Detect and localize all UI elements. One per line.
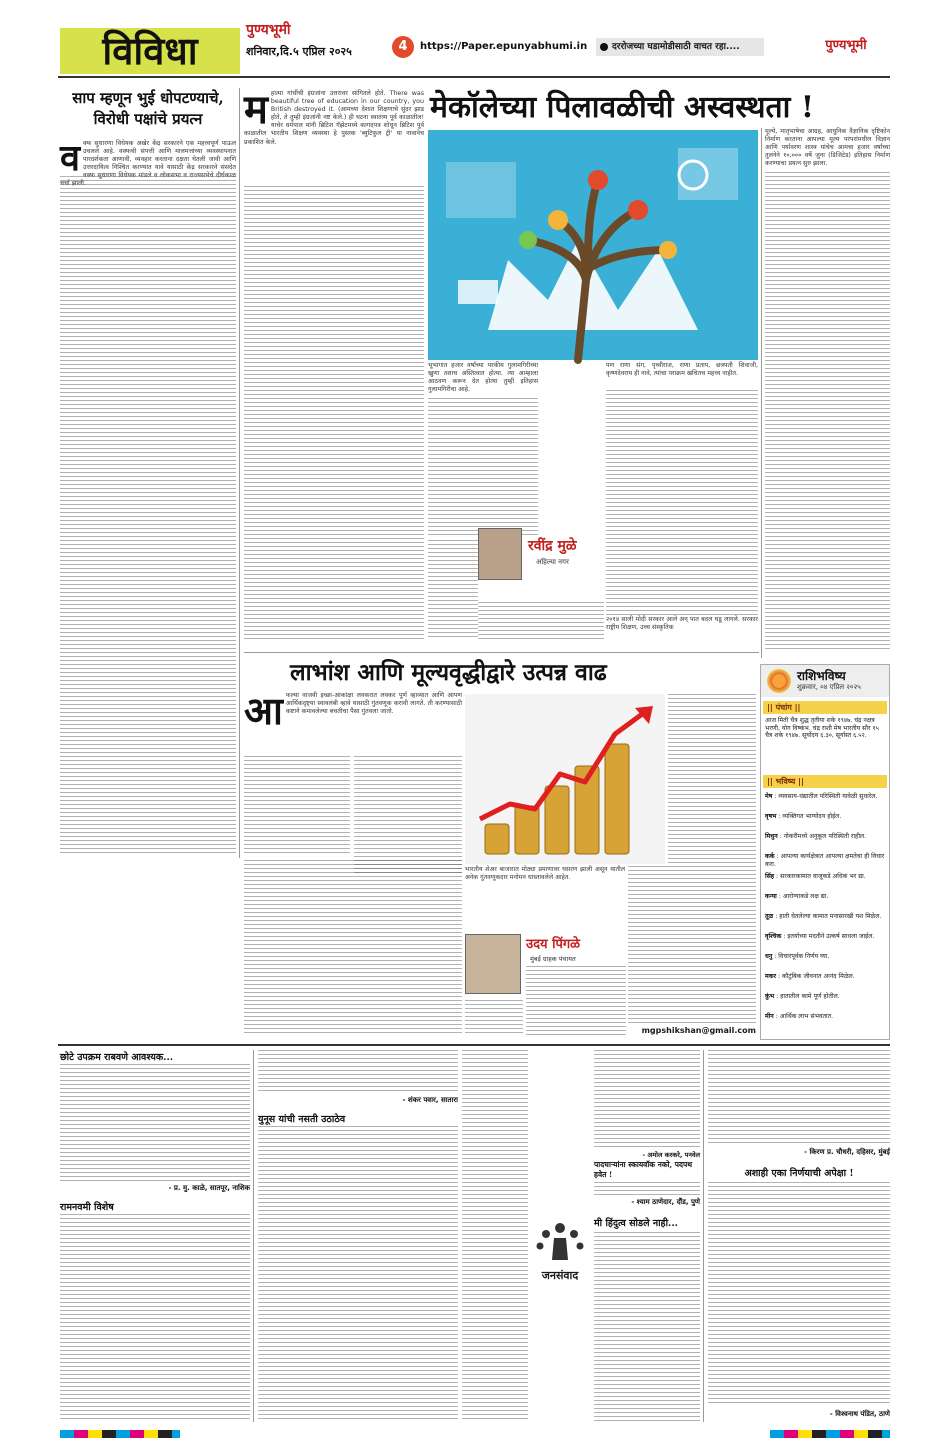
main-story-col2-start: भूभागात हजार वर्षांच्या परकीय गुलामगिरीच्या खुणा तशाच अस्तित्वात होत्या. त्या आम्हाला आठवण करून देत होत्या तुम्ही इतिहास गुलामगिरीचा आहे. bbox=[428, 362, 538, 394]
letter-5-title: अशाही एका निर्णयाची अपेक्षा ! bbox=[744, 1168, 854, 1179]
sun-icon bbox=[767, 669, 791, 693]
letter-5b-sign: - विश्वनाथ पंडित, ठाणे bbox=[829, 1410, 890, 1418]
janasanvad-logo bbox=[532, 1218, 588, 1292]
sign-row: मेष : व्यवसाय-धंद्यातील परिस्थिती यावेळी सुधारेल. bbox=[765, 793, 878, 800]
letter-2a-sign: - शंकर पवार, सातारा bbox=[402, 1096, 458, 1104]
second-story-col1 bbox=[244, 860, 462, 1034]
letter-3-title: मी हिंदुत्व सोडले नाही... bbox=[594, 1218, 678, 1229]
second-story-col3-top bbox=[668, 694, 756, 864]
education-tree-illustration bbox=[428, 130, 758, 360]
horoscope-title: राशिभविष्य bbox=[797, 669, 846, 683]
letter-5a-sign: - किरण प्र. चौधरी, दहिसर, मुंबई bbox=[804, 1148, 890, 1156]
letter-1b-title: रामनवमी विशेष bbox=[60, 1202, 114, 1213]
main-story-col3-start: पण राणा संग, पृथ्वीराज, राणा प्रताप, छत्रपती शिवाजी, कृष्णदेवराय ही नावे, त्यांचा पराक्रम खचितच महत्त्व नाहीत. bbox=[606, 362, 758, 378]
letter-1-title: छोटे उपक्रम राबवणे आवश्यक... bbox=[60, 1052, 174, 1063]
main-story-byline bbox=[478, 528, 604, 600]
second-story-col3 bbox=[628, 866, 756, 1026]
author-photo bbox=[478, 528, 522, 580]
bhavishya-label: || भविष्य || bbox=[763, 775, 887, 788]
author-place: अहिल्या नगर bbox=[536, 558, 569, 566]
main-story-col4-start: मूल्ये, मातृभाषेचा आग्रह, आधुनिक वैज्ञानिक दृष्टिकोन निर्माण करताना आपल्या मूल्य परंपरांमधील विज्ञान आणि पर्यावरण शास्त्र यांचेच आमचा हजार वर्षांच्या तुलनेने १०,००० वर्षे जुना (डिजिटेड) इतिहास निर्माण करण्याचा प्रयत्न सुरु झाला. bbox=[765, 128, 890, 168]
sign-row: कर्क : आपल्या कार्यक्षेत्रात आपल्या क्षमतेचा ही विचार करा. bbox=[765, 853, 885, 868]
site-url[interactable]: https://Paper.epunyabhumi.in bbox=[420, 41, 588, 52]
second-story-col2-text: भारतीय शेअर बाजारात मोठ्या प्रमाणावर घसरण झाली असून यातील अनेक गुंतवणूकदार मनोमन धास्तावलेले आहेत. bbox=[465, 866, 625, 882]
main-story-col1 bbox=[244, 186, 424, 642]
header-rule bbox=[58, 76, 890, 78]
second-story-lead-block bbox=[244, 688, 462, 754]
ticker-bar: दररोजच्या घडामोडीसाठी वाचत रहा.... bbox=[596, 38, 764, 56]
main-story-col4 bbox=[765, 128, 890, 656]
main-story-lead: हात्मा गांधींची इंग्रजांना उत्तरावर सांगितले होते. There was beautiful tree of education in our country, you British destroyed it. (आमच्या देशात शिक्षणाचे सुंदर झाड होते, ते तुम्ही इंग्रजांनी नष्ट केले.) ही घटना स्वातंत्र्य पूर्व काळातील! याचेर धर्मपाल यांनी ब्रिटिश गॅझेटमध्ये कागदपत्र शोधून ब्रिटिश पूर्व काळातील भारतीय शिक्षण व्यवस्था हे पुस्तक 'ब्युटिफुल ट्री' या नावानेच प्रकाशित केले. bbox=[244, 90, 424, 146]
masthead: पुण्यभूमी bbox=[246, 22, 291, 38]
sign-row: मिथुन : नोकरीमध्ये अनुकूल परिस्थिती राहील. bbox=[765, 833, 867, 840]
second-author-name: उदय पिंगळे bbox=[526, 937, 581, 952]
registration-bar-left bbox=[60, 1430, 180, 1438]
sign-list bbox=[765, 793, 885, 1033]
janasanvad-label: जनसंवाद bbox=[541, 1269, 579, 1282]
letter-2-title: युनूस यांची नसती उठाठेव bbox=[258, 1114, 346, 1125]
author-email[interactable]: mgpshikshan@gmail.com bbox=[641, 1026, 756, 1035]
second-story-lead: फल्या वाजवी इच्छा-आकांक्षा लवकरात लवकर पूर्ण व्हाव्यात आणि आपण आर्थिकदृष्ट्या स्वावलंबी व्हावे यासाठी गुंतवणूक करावी लागते. ती करण्यासाठी कष्टाने कमावलेल्या बचतीचा पैसा गुंतवला जातो. bbox=[285, 692, 462, 716]
sign-row: कन्या : आरोग्याकडे लक्ष द्या. bbox=[765, 893, 829, 900]
main-story-dropcap: म bbox=[244, 86, 268, 133]
panchang-label: || पंचांग || bbox=[763, 701, 887, 714]
second-story-headline: लाभांश आणि मूल्यवृद्धीद्वारे उत्पन्न वाढ bbox=[290, 659, 607, 686]
play-icon bbox=[600, 43, 608, 51]
sign-row: तूळ : हाती घेतलेल्या कामात मनासारखी यश मिळेल. bbox=[765, 913, 882, 920]
section-title: विविधा bbox=[60, 28, 240, 74]
horoscope-box bbox=[760, 664, 890, 1040]
second-story-col2-top bbox=[465, 866, 625, 930]
author-name: रवींद्र मुळे bbox=[528, 538, 577, 554]
left-story-headline: साप म्हणून भुई धोपटण्याचे, विरोधी पक्षांचे प्रयत्न bbox=[72, 89, 224, 128]
letter-4-sign: - अमोल करकरे, पनवेल bbox=[594, 1150, 700, 1159]
left-story-body bbox=[60, 176, 236, 856]
left-story-dropcap: व bbox=[60, 137, 81, 179]
letter-4-title: पादचाऱ्यांना स्कायवॉक नको, पदपथ हवेत ! bbox=[594, 1160, 700, 1180]
main-story-headline: मेकॉलेच्या पिलावळीची अस्वस्थता ! bbox=[430, 90, 815, 125]
horoscope-header bbox=[761, 665, 889, 697]
registration-bar-right bbox=[770, 1430, 890, 1438]
dateline: शनिवार,दि.५ एप्रिल २०२५ bbox=[246, 45, 352, 58]
main-story-lead-block bbox=[244, 86, 424, 182]
letter-1-sign: - प्र. मु. काळे, सातपूर, नाशिक bbox=[168, 1184, 250, 1192]
author-photo-second bbox=[465, 934, 521, 994]
sign-row: मकर : कौटुंबिक जीवनात आनंद मिळेल. bbox=[765, 973, 855, 980]
sign-row: मीन : आर्थिक लाभ संभवतात. bbox=[765, 1013, 834, 1020]
second-story-dropcap: आ bbox=[244, 688, 283, 733]
second-author-place: मुंबई ग्राहक पंचायत bbox=[530, 955, 576, 963]
letter-3-sign: - श्याम ठाणेदार, दौंड, पुणे bbox=[631, 1198, 700, 1206]
newspaper-logo: पुण्यभूमी bbox=[825, 38, 867, 53]
coins-growth-chart-illustration bbox=[465, 694, 665, 864]
main-story-col3 bbox=[606, 362, 758, 642]
sign-row: सिंह : सरकारकामात वाजूकडे अधिक भर द्या. bbox=[765, 873, 866, 880]
sign-row: कुंभ : हातातील कामे पूर्ण होतील. bbox=[765, 993, 840, 1000]
panchang-text: आज मिती चैत्र शुद्ध तृतीया शके १९४७. चंद्र नक्षत्र भरणी, योग विष्कंभ. चंद्र राशी मेष भारतीय सौर १५ चैत्र शके १९४७. सूर्योदय ६.३०, सूर्यास्त ६.५२. bbox=[765, 717, 879, 740]
sign-row: धनु : विचारपूर्वक निर्णय घ्या. bbox=[765, 953, 830, 960]
page-header bbox=[0, 0, 945, 80]
main-story-closing: २०१४ साली मोदी सरकार आले अन् पात बदल घडू लागले. सरकार राष्ट्रीय शिक्षण, उच्च संस्कृतिक bbox=[606, 616, 758, 632]
left-story-lead: क्फ सुधारणा विधेयक अखेर केंद्र सरकारने एक महत्त्वपूर्ण पाऊल उचलले आहे. वक्फची संपत्ती आणि मालमत्तांच्या व्यवस्थापनात पारदर्शकता आणावी, व्यवहार करताना दक्षता घेतली जावी आणि उत्तरदायित्व निश्चित करण्यात यावे यासाठी केंद्र सरकारने संसदेत वक्फ सुधारणा विधेयक मांडले व लोकसभा व राज्यसभेचे दीर्घकाळ चर्चा झाली. bbox=[60, 140, 236, 188]
sign-row: वृश्चिक : इतर्याच्या मदतीने उत्कर्ष साधला जाईल. bbox=[765, 933, 875, 940]
horoscope-date: शुक्रवार, ०४ एप्रिल २०२५ bbox=[797, 683, 861, 691]
page-number: 4 bbox=[392, 36, 414, 58]
sign-row: वृषभ : व्यक्तिगत भाग्योदय होईल. bbox=[765, 813, 842, 820]
left-story-lead-block bbox=[60, 137, 236, 188]
